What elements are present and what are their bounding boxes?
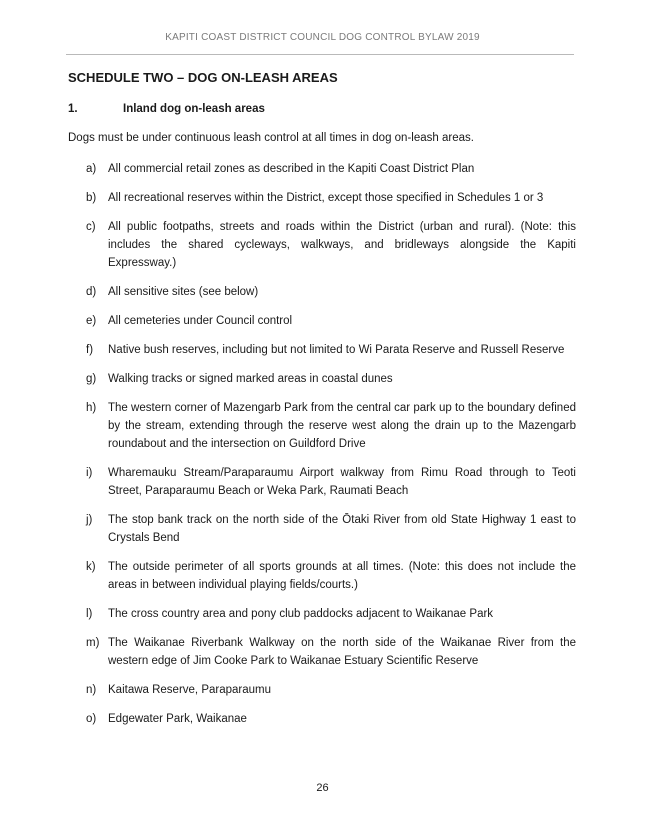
item-text: The cross country area and pony club paddocks adjacent to Waikanae Park: [108, 608, 494, 620]
item-text: The outside perimeter of all sports grounds at all times. (Note: this does not include the areas in between individual playing fields/courts.): [108, 561, 576, 591]
list-item: [86, 634, 576, 670]
list-item: [86, 605, 576, 623]
item-text: The Waikanae Riverbank Walkway on the north side of the Waikanae River from the western edge of Jim Cooke Park to Waikanae Estuary Scientific Reserve: [108, 637, 576, 667]
item-text: All commercial retail zones as described in the Kapiti Coast District Plan: [108, 163, 475, 175]
schedule-title: SCHEDULE TWO – DOG ON-LEASH AREAS: [68, 70, 338, 85]
list-item: [86, 312, 576, 330]
list-item: [86, 218, 576, 272]
list-item: [86, 558, 576, 594]
item-text: Native bush reserves, including but not limited to Wi Parata Reserve and Russell Reserve: [108, 344, 565, 356]
page-number: 26: [316, 782, 329, 794]
item-text: All cemeteries under Council control: [108, 315, 293, 327]
item-text: All recreational reserves within the District, except those specified in Schedules 1 or 3: [108, 192, 544, 204]
item-text: All public footpaths, streets and roads within the District (urban and rural). (Note: this includes the shared cycleways, walkways, and bridleways alongside the Kapiti Expressway.): [108, 221, 576, 269]
list-item: [86, 464, 576, 500]
intro-paragraph: Dogs must be under continuous leash control at all times in dog on-leash areas.: [68, 132, 474, 144]
item-letter: k): [86, 561, 96, 573]
item-letter: h): [86, 402, 97, 414]
list-item: [86, 399, 576, 453]
page-header: KAPITI COAST DISTRICT COUNCIL DOG CONTROL BYLAW 2019: [165, 32, 480, 43]
header-divider: [66, 54, 574, 55]
item-text: Wharemauku Stream/Paraparaumu Airport walkway from Rimu Road through to Teoti Street, Paraparaumu Beach or Weka Park, Raumati Beach: [108, 467, 576, 497]
list-item: [86, 370, 576, 388]
item-letter: m): [86, 637, 100, 649]
item-letter: j): [86, 514, 93, 526]
section-number: 1.: [68, 103, 78, 115]
item-letter: g): [86, 373, 97, 385]
item-letter: o): [86, 713, 97, 725]
item-letter: c): [86, 221, 96, 233]
list-item: [86, 283, 576, 301]
list-item: [86, 681, 576, 699]
item-letter: f): [86, 344, 94, 356]
item-letter: i): [86, 467, 93, 479]
on-leash-area-list: [86, 160, 576, 739]
item-letter: d): [86, 286, 97, 298]
list-item: [86, 189, 576, 207]
list-item: [86, 511, 576, 547]
item-letter: e): [86, 315, 97, 327]
section-heading: [68, 103, 265, 115]
item-letter: l): [86, 608, 93, 620]
item-text: Edgewater Park, Waikanae: [108, 713, 247, 725]
item-letter: n): [86, 684, 97, 696]
item-letter: a): [86, 163, 97, 175]
item-text: The western corner of Mazengarb Park from the central car park up to the boundary defined by the stream, extending through the reserve west along the drain up to the Mazengarb roundabout and the intersection on Guildford Drive: [108, 402, 576, 450]
item-text: All sensitive sites (see below): [108, 286, 259, 298]
list-item: [86, 710, 576, 728]
item-text: Walking tracks or signed marked areas in coastal dunes: [108, 373, 393, 385]
item-letter: b): [86, 192, 97, 204]
list-item: [86, 160, 576, 178]
list-item: [86, 341, 576, 359]
item-text: Kaitawa Reserve, Paraparaumu: [108, 684, 271, 696]
section-title: Inland dog on-leash areas: [123, 103, 265, 115]
item-text: The stop bank track on the north side of the Ōtaki River from old State Highway 1 east to Crystals Bend: [108, 514, 576, 544]
